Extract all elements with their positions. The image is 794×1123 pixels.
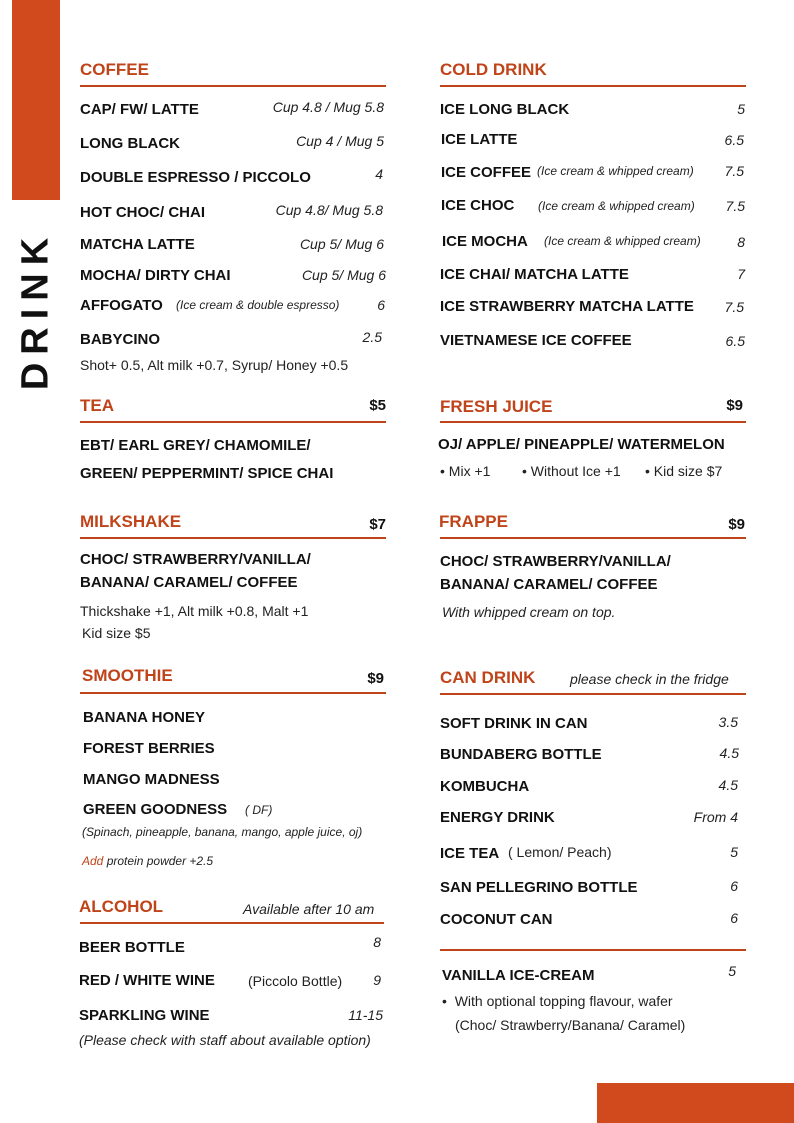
smoothie-rule <box>80 692 386 694</box>
cold-drink-item-name: ICE LATTE <box>441 131 518 148</box>
coffee-item-name: DOUBLE ESPRESSO / PICCOLO <box>80 169 311 186</box>
smoothie-item: BANANA HONEY <box>83 709 205 726</box>
ice-cream-name: VANILLA ICE-CREAM <box>442 967 595 984</box>
ice-cream-description: • With optional topping flavour, wafer <box>442 993 673 1009</box>
alcohol-item-price: 11-15 <box>348 1007 383 1023</box>
tea-line: GREEN/ PEPPERMINT/ SPICE CHAI <box>80 465 334 482</box>
coffee-heading: COFFEE <box>80 60 149 79</box>
milkshake-line: CHOC/ STRAWBERRY/VANILLA/ <box>80 551 311 568</box>
addon-text: protein powder +2.5 <box>106 854 214 868</box>
smoothie-item: MANGO MADNESS <box>83 771 220 788</box>
alcohol-item-note: (Piccolo Bottle) <box>248 973 343 989</box>
frappe-line: BANANA/ CARAMEL/ COFFEE <box>440 576 658 593</box>
coffee-item-price: Cup 4.8/ Mug 5.8 <box>275 202 383 218</box>
can-drink-subtitle: please check in the fridge <box>570 671 729 687</box>
ice-cream-rule <box>440 949 746 951</box>
cold-drink-item-price: 7.5 <box>725 198 745 214</box>
add-label: Add <box>82 854 104 868</box>
cold-drink-item-name: ICE STRAWBERRY MATCHA LATTE <box>440 298 694 315</box>
coffee-item-name: LONG BLACK <box>80 135 180 152</box>
coffee-item-name: HOT CHOC/ CHAI <box>80 204 205 221</box>
ice-cream-flavours: (Choc/ Strawberry/Banana/ Caramel) <box>455 1017 686 1033</box>
frappe-price: $9 <box>728 516 745 533</box>
ice-cream-price: 5 <box>728 963 736 979</box>
side-title: DRINK <box>14 229 57 391</box>
smoothie-description: (Spinach, pineapple, banana, mango, apple juice, oj) <box>82 825 363 839</box>
cold-drink-item-price: 6.5 <box>724 132 744 148</box>
frappe-line: CHOC/ STRAWBERRY/VANILLA/ <box>440 553 671 570</box>
coffee-item-price: Cup 5/ Mug 6 <box>299 236 384 252</box>
can-drink-item-price: 6 <box>730 910 738 926</box>
cold-drink-item-name: ICE MOCHA <box>442 233 528 250</box>
smoothie-item-note: ( DF) <box>245 803 273 817</box>
milkshake-kid-size: Kid size $5 <box>82 625 151 641</box>
tea-rule <box>80 421 386 423</box>
can-drink-item-name: SOFT DRINK IN CAN <box>440 715 588 732</box>
can-drink-item-name: ICE TEA <box>440 845 500 862</box>
cold-drink-item-name: ICE LONG BLACK <box>440 101 570 118</box>
alcohol-heading: ALCOHOL <box>79 897 164 916</box>
can-drink-heading: CAN DRINK <box>440 668 536 687</box>
coffee-item-price: 4 <box>375 166 383 182</box>
can-drink-item-name: KOMBUCHA <box>440 778 530 795</box>
coffee-item-name: MATCHA LATTE <box>80 236 195 253</box>
can-drink-item-note: ( Lemon/ Peach) <box>508 844 612 860</box>
decorative-red-bar-bottom <box>597 1083 794 1123</box>
cold-drink-item-price: 8 <box>737 234 745 250</box>
can-drink-item-name: SAN PELLEGRINO BOTTLE <box>440 879 638 896</box>
tea-line: EBT/ EARL GREY/ CHAMOMILE/ <box>80 437 311 454</box>
smoothie-item: GREEN GOODNESS <box>83 801 228 818</box>
cold-drink-item-note: (Ice cream & whipped cream) <box>537 164 694 178</box>
can-drink-item-name: BUNDABERG BOTTLE <box>440 746 602 763</box>
decorative-red-bar-top <box>12 0 60 200</box>
coffee-item-name: CAP/ FW/ LATTE <box>80 101 199 118</box>
alcohol-footnote: (Please check with staff about available option) <box>79 1032 371 1048</box>
fresh-juice-option-text: Mix +1 <box>448 463 491 479</box>
smoothie-addon <box>82 854 213 868</box>
coffee-item-price: Cup 5/ Mug 6 <box>301 267 386 283</box>
cold-drink-item-note: (Ice cream & whipped cream) <box>544 234 701 248</box>
alcohol-item-name: RED / WHITE WINE <box>79 972 215 989</box>
coffee-item-name: BABYCINO <box>80 331 161 348</box>
frappe-heading: FRAPPE <box>439 512 508 531</box>
can-drink-item-price: 5 <box>730 844 738 860</box>
cold-drink-item-price: 7.5 <box>724 299 744 315</box>
fresh-juice-line: OJ/ APPLE/ PINEAPPLE/ WATERMELON <box>438 436 725 453</box>
tea-heading: TEA <box>80 396 114 415</box>
fresh-juice-price: $9 <box>726 397 743 414</box>
smoothie-item: FOREST BERRIES <box>83 740 215 757</box>
cold-drink-item-note: (Ice cream & whipped cream) <box>538 199 695 213</box>
cold-drink-item-price: 7 <box>737 266 745 282</box>
milkshake-line: BANANA/ CARAMEL/ COFFEE <box>80 574 298 591</box>
can-drink-item-price: 3.5 <box>718 714 738 730</box>
cold-drink-item-price: 7.5 <box>724 163 744 179</box>
coffee-rule <box>80 85 386 87</box>
frappe-rule <box>440 537 746 539</box>
smoothie-heading: SMOOTHIE <box>82 666 173 685</box>
can-drink-item-price: 4.5 <box>719 745 739 761</box>
cold-drink-item-price: 5 <box>737 101 745 117</box>
frappe-note: With whipped cream on top. <box>442 604 616 620</box>
cold-drink-item-name: ICE CHAI/ MATCHA LATTE <box>440 266 629 283</box>
milkshake-heading: MILKSHAKE <box>80 512 182 531</box>
can-drink-rule <box>440 693 746 695</box>
can-drink-item-price: 6 <box>730 878 738 894</box>
coffee-item-name: AFFOGATO <box>80 297 163 314</box>
can-drink-item-price: 4.5 <box>718 777 738 793</box>
milkshake-rule <box>80 537 386 539</box>
fresh-juice-option-text: Kid size $7 <box>653 463 723 479</box>
smoothie-price: $9 <box>367 670 384 687</box>
fresh-juice-rule <box>440 421 746 423</box>
cold-drink-item-name: VIETNAMESE ICE COFFEE <box>440 332 632 349</box>
cold-drink-rule <box>440 85 746 87</box>
milkshake-extras: Thickshake +1, Alt milk +0.8, Malt +1 <box>80 603 309 619</box>
fresh-juice-heading: FRESH JUICE <box>440 397 553 416</box>
alcohol-item-price: 9 <box>373 972 381 988</box>
alcohol-item-name: BEER BOTTLE <box>79 939 185 956</box>
fresh-juice-option: • Mix +1 <box>440 463 491 479</box>
alcohol-rule <box>80 922 384 924</box>
cold-drink-heading: COLD DRINK <box>440 60 547 79</box>
coffee-item-note: (Ice cream & double espresso) <box>176 298 340 312</box>
can-drink-item-name: COCONUT CAN <box>440 911 553 928</box>
alcohol-availability: Available after 10 am <box>243 901 375 917</box>
coffee-item-price: Cup 4 / Mug 5 <box>296 133 384 149</box>
can-drink-item-price: From 4 <box>693 809 738 825</box>
coffee-item-price: Cup 4.8 / Mug 5.8 <box>272 99 384 115</box>
ice-cream-description-text: With optional topping flavour, wafer <box>454 993 673 1009</box>
cold-drink-item-name: ICE COFFEE <box>441 164 532 181</box>
fresh-juice-option-text: Without Ice +1 <box>530 463 621 479</box>
alcohol-item-price: 8 <box>373 934 381 950</box>
tea-price: $5 <box>369 397 386 414</box>
alcohol-item-name: SPARKLING WINE <box>79 1007 210 1024</box>
cold-drink-item-name: ICE CHOC <box>441 197 515 214</box>
milkshake-price: $7 <box>369 516 386 533</box>
coffee-item-price: 6 <box>377 297 385 313</box>
coffee-extras: Shot+ 0.5, Alt milk +0.7, Syrup/ Honey +0.5 <box>80 357 349 373</box>
coffee-item-name: MOCHA/ DIRTY CHAI <box>80 267 231 284</box>
fresh-juice-option: • Without Ice +1 <box>522 463 621 479</box>
fresh-juice-option: • Kid size $7 <box>645 463 723 479</box>
can-drink-item-name: ENERGY DRINK <box>440 809 555 826</box>
coffee-item-price: 2.5 <box>362 329 382 345</box>
cold-drink-item-price: 6.5 <box>725 333 745 349</box>
